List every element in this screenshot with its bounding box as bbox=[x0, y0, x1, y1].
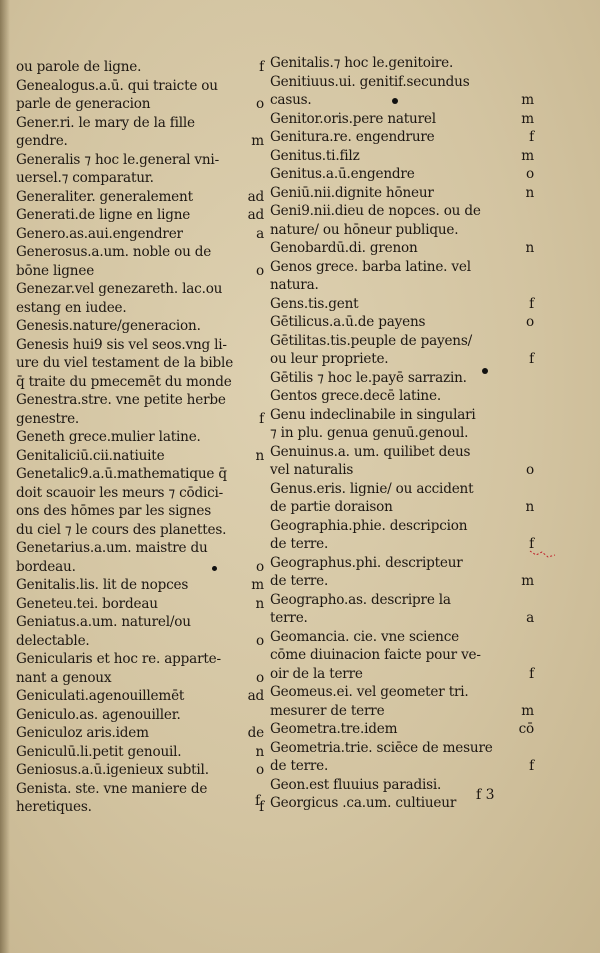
entry-text: Geneth grece.mulier latine. bbox=[16, 429, 201, 445]
entry-text: du ciel ⁊ le cours des planettes. bbox=[16, 521, 227, 538]
dictionary-line bbox=[270, 202, 520, 221]
entry-text: bōne lignee bbox=[16, 262, 95, 279]
gender-mark: m bbox=[521, 702, 534, 719]
dictionary-line bbox=[270, 702, 534, 721]
entry-text: Geomeus.ei. vel geometer tri. bbox=[270, 684, 469, 700]
dictionary-line bbox=[16, 521, 266, 540]
entry-text: Geniculo.as. agenouiller. bbox=[16, 706, 181, 723]
entry-text: de terre. bbox=[270, 573, 329, 589]
entry-text: Genitalis.lis. lit de nopces bbox=[16, 577, 189, 593]
dictionary-line bbox=[270, 110, 534, 129]
dictionary-line bbox=[16, 114, 266, 133]
dictionary-line bbox=[270, 276, 520, 295]
dictionary-line bbox=[270, 683, 520, 702]
gender-mark: f bbox=[529, 665, 534, 682]
entry-text: Geniculoz aris.idem bbox=[16, 725, 149, 741]
entry-text: Genus.eris. lignie/ ou accident bbox=[270, 480, 474, 497]
entry-text: Genesis.nature/generacion. bbox=[16, 318, 201, 334]
dictionary-line bbox=[16, 743, 266, 762]
dictionary-line bbox=[16, 428, 266, 447]
entry-text: Gentos grece.decē latine. bbox=[270, 388, 441, 404]
dictionary-line bbox=[16, 465, 266, 484]
gender-mark: ad bbox=[247, 207, 264, 223]
entry-text: delectable. bbox=[16, 632, 90, 649]
entry-text: Genestra.stre. vne petite herbe bbox=[16, 392, 226, 408]
dictionary-line bbox=[16, 687, 266, 706]
entry-text: Genitiuus.ui. genitif.secundus bbox=[270, 73, 470, 90]
gender-mark: o bbox=[256, 762, 264, 778]
entry-text: Geographia.phie. descripcion bbox=[270, 517, 468, 534]
gender-mark: de bbox=[247, 725, 264, 741]
gender-mark: a bbox=[256, 225, 264, 242]
entry-text: vel naturalis bbox=[270, 462, 354, 478]
dictionary-line bbox=[270, 572, 534, 591]
entry-text: Generalis ⁊ hoc le.general vni- bbox=[16, 151, 219, 168]
gender-mark: o bbox=[256, 262, 264, 279]
entry-text: bordeau. bbox=[16, 558, 76, 575]
dictionary-line bbox=[270, 646, 520, 665]
dictionary-line bbox=[270, 739, 520, 758]
entry-text: Genicularis et hoc re. apparte- bbox=[16, 651, 221, 667]
entry-text: oir de la terre bbox=[270, 665, 363, 682]
dictionary-line bbox=[16, 595, 266, 614]
entry-text: Geniū.nii.dignite hōneur bbox=[270, 184, 434, 201]
entry-text: Genesis hui9 sis vel seos.vng li- bbox=[16, 336, 227, 353]
entry-text: Genu indeclinabile in singulari bbox=[270, 406, 476, 423]
entry-text: Geniatus.a.um. naturel/ou bbox=[16, 614, 191, 630]
entry-text: Geniosus.a.ū.igenieux subtil. bbox=[16, 762, 209, 778]
left-column bbox=[16, 58, 266, 817]
dictionary-line bbox=[16, 169, 266, 188]
dictionary-line bbox=[16, 410, 266, 429]
dictionary-line bbox=[270, 332, 520, 351]
entry-text: Genuinus.a. um. quilibet deus bbox=[270, 443, 471, 460]
dictionary-line bbox=[16, 669, 266, 688]
entry-text: Geniculū.li.petit genouil. bbox=[16, 743, 182, 760]
dictionary-line bbox=[16, 317, 266, 336]
gender-mark: m bbox=[521, 110, 534, 127]
entry-text: Genitura.re. engendrure bbox=[270, 129, 435, 145]
dictionary-line bbox=[16, 206, 266, 225]
entry-text: de terre. bbox=[270, 536, 329, 552]
gender-mark: f bbox=[529, 351, 534, 367]
gender-mark: ad bbox=[247, 688, 264, 704]
entry-text: uersel.⁊ comparatur. bbox=[16, 170, 154, 186]
gender-mark: n bbox=[255, 743, 264, 760]
dictionary-line bbox=[16, 706, 266, 725]
folio-mark: f 3 bbox=[476, 787, 495, 803]
entry-text: ou parole de ligne. bbox=[16, 59, 142, 75]
gender-mark: n bbox=[525, 240, 534, 256]
dictionary-line bbox=[270, 295, 534, 314]
dictionary-line bbox=[16, 262, 266, 281]
dictionary-line bbox=[270, 609, 534, 628]
entry-text: Genitor.oris.pere naturel bbox=[270, 110, 436, 127]
ink-blot bbox=[392, 98, 398, 104]
gender-mark: n bbox=[255, 447, 264, 464]
entry-text: Gētilicus.a.ū.de payens bbox=[270, 314, 426, 330]
gender-mark: o bbox=[526, 166, 534, 182]
entry-text: Geon.est fluuius paradisi. bbox=[270, 776, 442, 793]
dictionary-line bbox=[270, 406, 520, 425]
entry-text: de partie doraison bbox=[270, 499, 393, 515]
dictionary-line bbox=[16, 299, 266, 318]
entry-text: Genitalis.⁊ hoc le.genitoire. bbox=[270, 55, 454, 71]
entry-text: Genetalic9.a.ū.mathematique q̄ bbox=[16, 466, 227, 482]
dictionary-line bbox=[270, 54, 520, 73]
dictionary-line bbox=[270, 628, 520, 647]
gender-mark: o bbox=[256, 558, 264, 575]
gender-mark: m bbox=[521, 147, 534, 164]
entry-text: Geniculati.agenouillemēt bbox=[16, 688, 185, 704]
gender-mark: m bbox=[251, 133, 264, 149]
entry-text: doit scauoir les meurs ⁊ cōdici- bbox=[16, 484, 224, 501]
entry-text: Genezar.vel genezareth. lac.ou bbox=[16, 281, 223, 297]
entry-text: Geographo.as. descripre la bbox=[270, 591, 451, 608]
dictionary-line bbox=[16, 502, 266, 521]
entry-text: gendre. bbox=[16, 133, 68, 149]
dictionary-line bbox=[270, 221, 520, 240]
gender-mark: n bbox=[525, 184, 534, 201]
dictionary-line bbox=[16, 650, 266, 669]
dictionary-line bbox=[270, 535, 534, 554]
entry-text: Geni9.nii.dieu de nopces. ou de bbox=[270, 203, 481, 219]
dictionary-line bbox=[270, 424, 520, 443]
entry-text: Generosus.a.um. noble ou de bbox=[16, 244, 212, 260]
entry-text: ure du viel testament de la bible bbox=[16, 355, 234, 371]
dictionary-line bbox=[16, 336, 266, 355]
gender-mark: f bbox=[529, 129, 534, 145]
signature-mark: f bbox=[255, 793, 261, 809]
entry-text: Geometra.tre.idem bbox=[270, 721, 398, 737]
dictionary-line bbox=[16, 558, 266, 577]
dictionary-line bbox=[16, 798, 266, 817]
entry-text: natura. bbox=[270, 277, 319, 293]
dictionary-line bbox=[270, 313, 534, 332]
dictionary-line bbox=[16, 95, 266, 114]
dictionary-line bbox=[16, 484, 266, 503]
gender-mark: n bbox=[255, 595, 264, 612]
entry-text: Genobardū.di. grenon bbox=[270, 240, 418, 256]
dictionary-line bbox=[270, 387, 520, 406]
entry-text: Gētilis ⁊ hoc le.payē sarrazin. bbox=[270, 369, 467, 386]
entry-text: Genos grece. barba latine. vel bbox=[270, 258, 471, 275]
dictionary-line bbox=[16, 243, 266, 262]
entry-text: Gens.tis.gent bbox=[270, 295, 359, 312]
entry-text: Genetarius.a.um. maistre du bbox=[16, 540, 208, 556]
dictionary-line bbox=[270, 591, 520, 610]
page-gutter-shadow bbox=[0, 0, 10, 953]
dictionary-line bbox=[270, 461, 534, 480]
gender-mark: m bbox=[521, 573, 534, 589]
entry-text: terre. bbox=[270, 610, 308, 626]
gender-mark: o bbox=[256, 96, 264, 112]
dictionary-line bbox=[270, 73, 520, 92]
entry-text: Geneteu.tei. bordeau bbox=[16, 595, 158, 612]
ink-blot bbox=[482, 368, 488, 374]
entry-text: q̄ traite du pmecemēt du monde bbox=[16, 373, 232, 390]
gender-mark: o bbox=[256, 632, 264, 649]
entry-text: Genitaliciū.cii.natiuite bbox=[16, 447, 165, 464]
dictionary-line bbox=[16, 780, 266, 799]
gender-mark: f bbox=[529, 536, 534, 552]
entry-text: genestre. bbox=[16, 410, 80, 427]
gender-mark: f bbox=[259, 59, 264, 75]
entry-text: ons des hōmes par les signes bbox=[16, 503, 211, 519]
entry-text: Geometria.trie. sciēce de mesure bbox=[270, 739, 493, 756]
entry-text: Generati.de ligne en ligne bbox=[16, 207, 191, 223]
dictionary-line bbox=[16, 151, 266, 170]
dictionary-line bbox=[270, 665, 534, 684]
dictionary-line bbox=[270, 517, 520, 536]
dictionary-line bbox=[270, 128, 534, 147]
dictionary-line bbox=[270, 720, 534, 739]
entry-text: estang en iudee. bbox=[16, 299, 127, 316]
entry-text: ⁊ in plu. genua genuū.genoul. bbox=[270, 425, 469, 441]
entry-text: nature/ ou hōneur publique. bbox=[270, 221, 459, 238]
dictionary-line bbox=[270, 258, 520, 277]
gender-mark: f bbox=[529, 295, 534, 312]
gender-mark: o bbox=[526, 462, 534, 478]
dictionary-line bbox=[16, 188, 266, 207]
entry-text: Geographus.phi. descripteur bbox=[270, 554, 463, 571]
entry-text: nant a genoux bbox=[16, 669, 112, 686]
gender-mark: a bbox=[526, 610, 534, 626]
dictionary-line bbox=[16, 132, 266, 151]
gender-mark: o bbox=[256, 669, 264, 686]
dictionary-line bbox=[270, 757, 534, 776]
entry-text: casus. bbox=[270, 92, 312, 108]
gender-mark: n bbox=[525, 499, 534, 515]
dictionary-line bbox=[270, 165, 534, 184]
dictionary-line bbox=[270, 239, 534, 258]
gender-mark: m bbox=[521, 92, 534, 108]
dictionary-line bbox=[16, 632, 266, 651]
entry-text: Generaliter. generalement bbox=[16, 188, 193, 205]
ink-blot bbox=[212, 566, 217, 571]
dictionary-line bbox=[16, 280, 266, 299]
entry-text: Georgicus .ca.um. cultiueur bbox=[270, 795, 457, 811]
gender-mark: f bbox=[529, 758, 534, 774]
gender-mark: ad bbox=[247, 188, 264, 205]
entry-text: Genitus.ti.filz bbox=[270, 147, 360, 164]
dictionary-line bbox=[270, 443, 520, 462]
dictionary-line bbox=[16, 58, 266, 77]
entry-text: de terre. bbox=[270, 758, 329, 774]
dictionary-line bbox=[16, 613, 266, 632]
entry-text: Genista. ste. vne maniere de bbox=[16, 780, 208, 797]
dictionary-line bbox=[16, 761, 266, 780]
entry-text: cōme diuinacion faicte pour ve- bbox=[270, 647, 481, 663]
dictionary-line bbox=[270, 147, 534, 166]
red-ink-mark-icon bbox=[528, 545, 558, 563]
gender-mark: f bbox=[259, 410, 264, 427]
dictionary-line bbox=[270, 480, 520, 499]
entry-text: Genealogus.a.ū. qui traicte ou bbox=[16, 77, 218, 94]
gender-mark: f bbox=[259, 799, 264, 815]
entry-text: Genitus.a.ū.engendre bbox=[270, 166, 415, 182]
right-column bbox=[270, 54, 534, 813]
dictionary-line bbox=[16, 724, 266, 743]
entry-text: heretiques. bbox=[16, 799, 92, 815]
dictionary-line bbox=[16, 373, 266, 392]
dictionary-line bbox=[16, 391, 266, 410]
dictionary-line bbox=[16, 354, 266, 373]
gender-mark: cō bbox=[518, 721, 534, 737]
dictionary-line bbox=[270, 184, 534, 203]
entry-text: ou leur propriete. bbox=[270, 351, 389, 367]
entry-text: Gētilitas.tis.peuple de payens/ bbox=[270, 332, 473, 349]
dictionary-line bbox=[16, 447, 266, 466]
entry-text: parle de generacion bbox=[16, 96, 151, 112]
dictionary-line bbox=[16, 225, 266, 244]
dictionary-line bbox=[270, 350, 534, 369]
dictionary-line bbox=[270, 498, 534, 517]
entry-text: Genero.as.aui.engendrer bbox=[16, 225, 183, 242]
entry-text: mesurer de terre bbox=[270, 702, 385, 719]
dictionary-line bbox=[16, 539, 266, 558]
entry-text: Geomancia. cie. vne science bbox=[270, 628, 459, 645]
dictionary-line bbox=[16, 77, 266, 96]
gender-mark: m bbox=[251, 577, 264, 593]
entry-text: Gener.ri. le mary de la fille bbox=[16, 114, 195, 131]
dictionary-line bbox=[270, 554, 520, 573]
gender-mark: o bbox=[526, 314, 534, 330]
dictionary-line bbox=[16, 576, 266, 595]
